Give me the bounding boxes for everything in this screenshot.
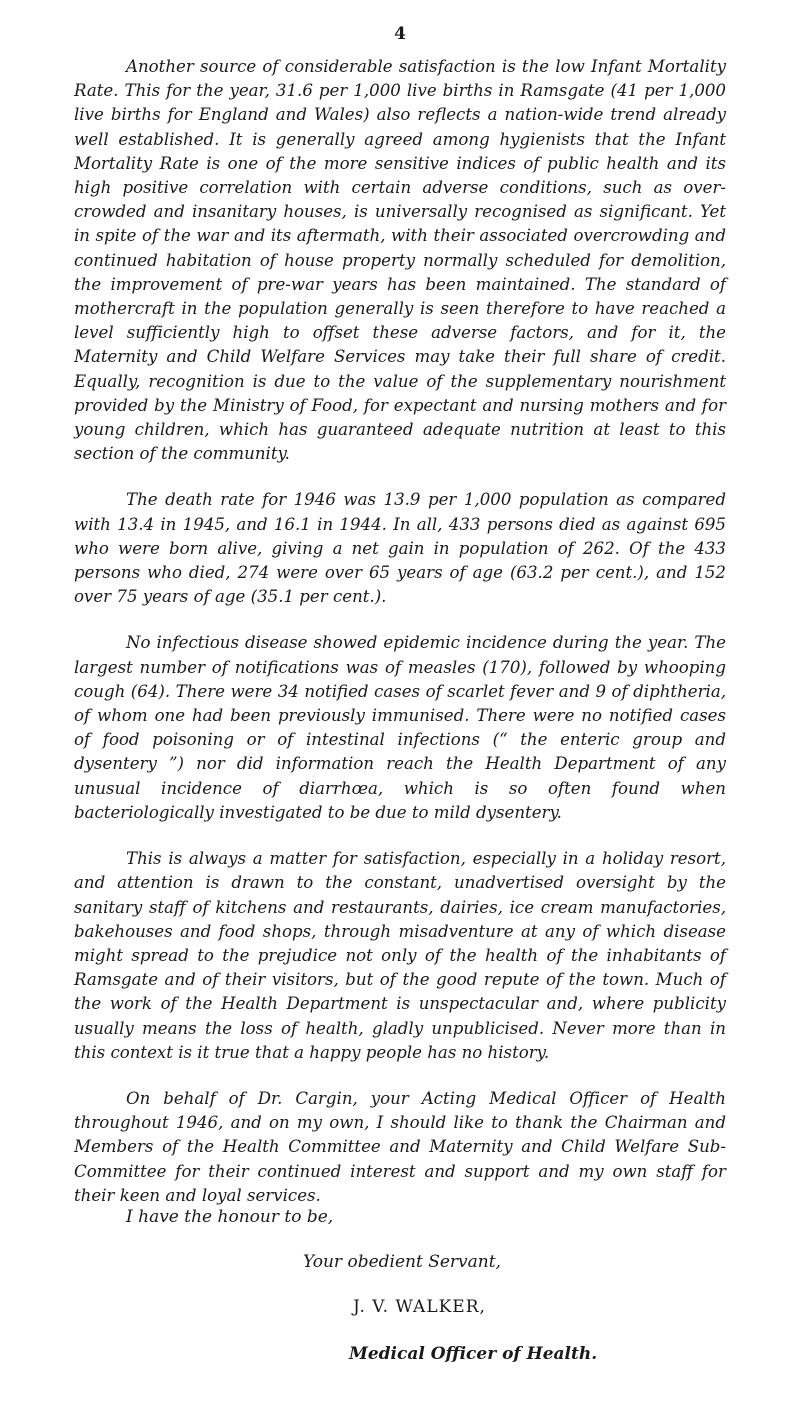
- paragraph-acknowledgements: On behalf of Dr. Cargin, your Acting Medical Officer of Health throughout 1946, and on my own, I should like to thank the Chairman and Members of the Health Committee and Maternity and Child Welfare Sub-Committee for their continued interest and support and my own staff for their keen and loyal services.: [74, 1088, 726, 1205]
- page-number: 4: [394, 24, 406, 44]
- closing-honour: I have the honour to be,: [126, 1207, 334, 1227]
- paragraph-sanitary-oversight: This is always a matter for satisfaction, especially in a holiday resort, and attention is drawn to the constant, unadvertised oversight by the sanitary staff of kitchens and restaurants, dairies, ice cream manufactories, bakehouses and food shops, through misadventure at any of which disease might spread to the prejudice not only of the health of the inhabitants of Ramsgate and of their visitors, but of the good repute of the town. Much of the work of the Health Department is unspectacular and, where publicity usually means the loss of health, gladly unpublicised. Never more than in this context is it true that a happy people has no history.: [74, 849, 726, 1062]
- paragraph-death-rate: The death rate for 1946 was 13.9 per 1,000 population as compared with 13.4 in 1945, and 16.1 in 1944. In all, 433 persons died as against 695 who were born alive, giving a net gain in population of 262. Of the 433 persons who died, 274 were over 65 years of age (63.2 per cent.), and 152 over 75 years of age (35.1 per cent.).: [74, 490, 726, 607]
- paragraph-infectious-disease: No infectious disease showed epidemic incidence during the year. The largest number of notifications was of measles (170), followed by whooping cough (64). There were 34 notified cases of scarlet fever and 9 of diphtheria, of whom one had been previously immunised. There were no notified cases of food poisoning or of intestinal infections (“ the enteric group and dysentery ”) nor did information reach the Health Department of any unusual incidence of diarrhœa, which is so often found when bacteriologically investigated to be due to mild dysentery.: [74, 633, 726, 822]
- closing-servant: Your obedient Servant,: [303, 1252, 501, 1272]
- signature-title: Medical Officer of Health.: [349, 1344, 598, 1364]
- report-body: [74, 55, 726, 1230]
- signature-name: J. V. WALKER,: [353, 1297, 486, 1317]
- paragraph-infant-mortality: Another source of considerable satisfaction is the low Infant Mortality Rate. This for the year, 31.6 per 1,000 live births in Ramsgate (41 per 1,000 live births for England and Wales) also reflects a nation-wide trend already well established. It is generally agreed among hygienists that the Infant Mortality Rate is one of the more sensitive indices of public health and its high positive correlation with certain adverse conditions, such as over-crowded and insanitary houses, is universally recognised as significant. Yet in spite of the war and its aftermath, with their associated overcrowding and continued habitation of house property normally scheduled for demolition, the improvement of pre-war years has been maintained. The standard of mothercraft in the population generally is seen therefore to have reached a level sufficiently high to offset these adverse factors, and for it, the Maternity and Child Welfare Services may take their full share of credit. Equally, recognition is due to the value of the supplementary nourishment provided by the Ministry of Food, for expectant and nursing mothers and for young children, which has guaranteed adequate nutrition at least to this section of the community.: [74, 57, 726, 464]
